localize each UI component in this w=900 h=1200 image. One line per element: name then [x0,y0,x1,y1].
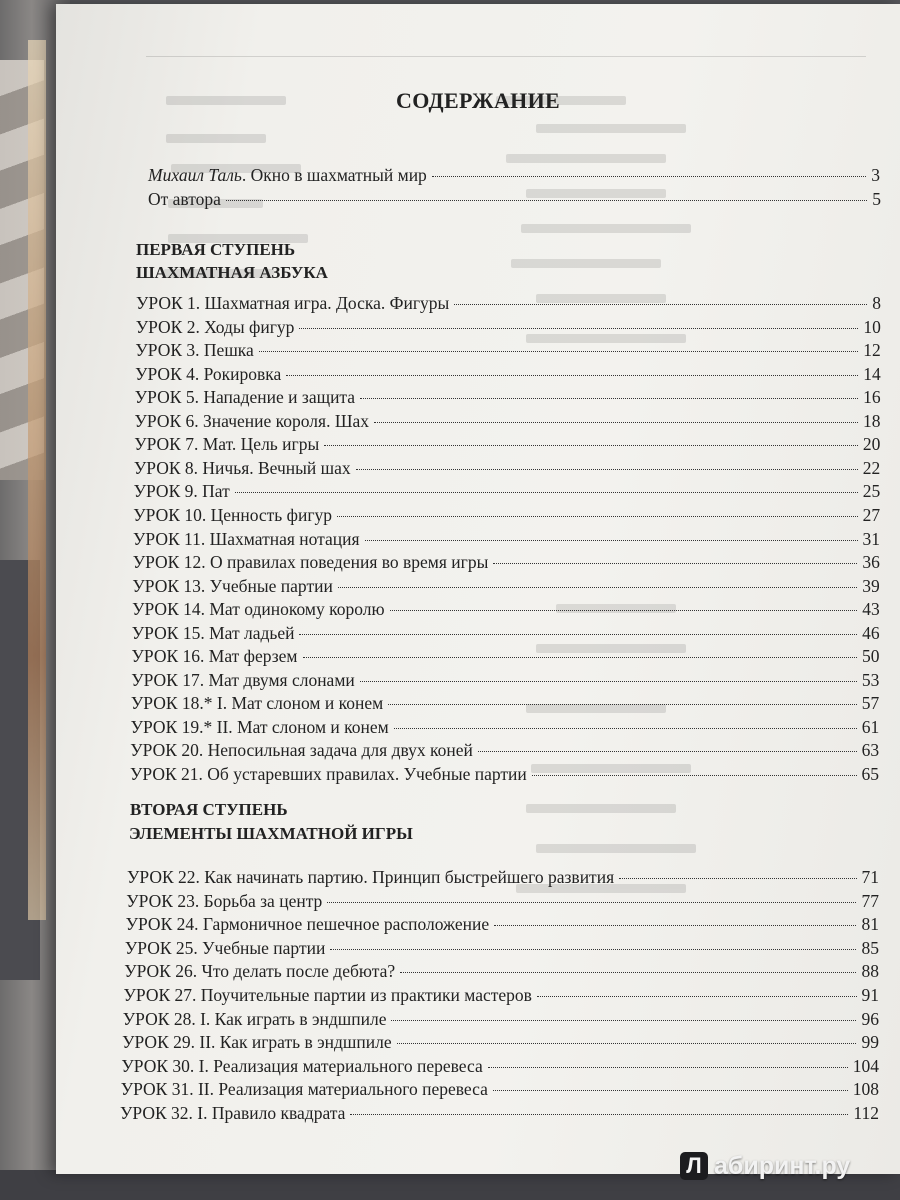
toc-entry-text: УРОК 27. Поучительные партии из практики мастеров [123,985,532,1005]
toc-entry-text: УРОК 5. Нападение и защита [134,387,356,408]
toc-entry [124,984,880,1006]
toc-page-number: 91 [861,985,879,1005]
toc-entry-text: УРОК 21. Об устаревших правилах. Учебные партии [130,764,527,784]
dot-leader [390,610,858,611]
section-subheading: ЭЛЕМЕНТЫ ШАХМАТНОЙ ИГРЫ [129,824,413,843]
dot-leader [330,949,856,950]
dot-leader [488,1067,848,1068]
toc-entry [124,960,879,982]
dot-leader [388,704,857,705]
dot-leader [360,681,857,682]
toc-entry [121,1055,879,1077]
toc-entry [136,316,881,338]
toc-entry [135,339,880,361]
toc-entry-text: УРОК 19.* II. Мат слоном и конем [130,716,389,737]
toc-entry [126,890,879,912]
toc-entry [131,692,879,714]
dot-leader [532,775,857,776]
toc-entry [133,504,880,526]
toc-entry-intro-2 [148,188,881,210]
toc-entry-text: УРОК 23. Борьба за центр [126,890,323,911]
dot-leader [235,492,858,493]
dot-leader [432,176,866,177]
toc-entry [130,739,879,761]
toc-page-number: 53 [861,669,880,690]
dot-leader [327,902,856,903]
toc-page-number: 10 [863,316,881,337]
toc-page-number: 43 [862,599,880,620]
toc-entry-text: УРОК 31. II. Реализация материального перевеса [120,1079,488,1100]
toc-entry [134,433,880,455]
toc-entry-intro-1 [148,164,880,186]
dot-leader [493,563,857,564]
dot-leader [299,634,857,635]
toc-entry-text: УРОК 1. Шахматная игра. Доска. Фигуры [136,293,450,313]
toc-page-number: 61 [861,716,880,737]
toc-entry [132,622,880,644]
labirint-logo-icon: Л [680,1152,708,1180]
toc-page-number: 12 [863,340,881,361]
dot-leader [537,996,857,997]
toc-entry-text: УРОК 8. Ничья. Вечный шах [133,457,351,478]
toc-entry-text: УРОК 16. Мат ферзем [131,646,298,667]
toc-page-number: 8 [872,293,881,313]
dot-leader [365,540,858,541]
labirint-watermark [680,1150,882,1182]
toc-entry-text: УРОК 11. Шахматная нотация [133,528,360,549]
toc-entry [130,763,879,785]
dot-leader [400,972,856,973]
toc-entry-text: УРОК 9. Пат [133,481,230,502]
dot-leader [299,328,858,329]
toc-entry [135,386,881,408]
toc-entry-text: УРОК 29. II. Как играть в эндшпиле [122,1032,392,1053]
dot-leader [338,587,857,588]
toc-page-number: 16 [863,387,881,408]
toc-entry [120,1102,879,1124]
dot-leader [454,304,867,305]
dot-leader [259,351,858,352]
toc-page-number: 5 [872,189,881,209]
toc-entry-text: . Окно в шахматный мир [241,165,427,185]
dot-leader [494,925,856,926]
dot-leader [286,375,858,376]
dot-leader [356,469,858,470]
toc-page-number: 65 [861,764,879,784]
dot-leader [337,516,858,517]
section-heading: ПЕРВАЯ СТУПЕНЬ [136,240,296,259]
toc-page-number: 85 [861,937,879,958]
toc-entry-text: УРОК 28. I. Как играть в эндшпиле [122,1008,387,1029]
dot-leader [619,878,856,879]
toc-page-number: 39 [862,575,880,596]
toc-page-number: 27 [862,504,881,525]
toc-entry [135,410,881,432]
dot-leader [397,1043,857,1044]
toc-entry [133,528,880,550]
toc-page-number: 50 [862,646,880,667]
toc-page-number: 108 [852,1079,879,1100]
toc-author: Михаил Таль [148,165,242,185]
toc-entry [132,575,879,597]
toc-page-number: 99 [861,1032,879,1053]
toc-page-number: 14 [863,363,881,384]
toc-entry [126,913,879,935]
toc-entry-text: УРОК 14. Мат одинокому королю [132,599,385,620]
dot-leader [226,200,867,201]
toc-entry-text: УРОК 18.* I. Мат слоном и конем [130,693,384,714]
toc-entry-text: УРОК 13. Учебные партии [132,575,333,596]
toc-entry [135,363,881,385]
dot-leader [360,398,858,399]
toc-entry [122,1031,879,1053]
toc-entry-text: УРОК 7. Мат. Цель игры [134,434,320,455]
toc-entry-text: УРОК 26. Что делать после дебюта? [124,961,396,982]
toc-entry [134,480,881,502]
toc-entry [134,457,880,479]
toc-entry-text: УРОК 30. I. Реализация материального перевеса [121,1055,483,1076]
toc-page-number: 25 [862,481,881,502]
toc-entry-text: УРОК 25. Учебные партии [124,937,326,958]
toc-entry [127,866,879,888]
toc-entry [121,1078,879,1100]
toc-entry-text: УРОК 17. Мат двумя слонами [131,669,355,690]
page-title: СОДЕРЖАНИЕ [396,88,560,113]
dot-leader [478,751,857,752]
toc-page-number: 81 [861,914,879,935]
toc-entry [133,551,880,573]
toc-entry [131,716,880,738]
toc-page-number: 96 [861,1008,879,1029]
book-page [56,4,900,1174]
toc-entry-text: УРОК 12. О правилах поведения во время игры [132,552,489,573]
toc-entry-text: УРОК 22. Как начинать партию. Принцип быстрейшего развития [127,867,615,887]
toc-page-number: 88 [861,961,879,982]
toc-page-number: 3 [871,165,880,185]
toc-entry [131,669,879,691]
dot-leader [391,1020,856,1021]
dot-leader [394,728,857,729]
toc-entry-text: УРОК 4. Рокировка [135,363,282,384]
toc-entry-text: УРОК 32. I. Правило квадрата [120,1103,346,1123]
dot-leader [303,657,858,658]
toc-entry-text: УРОК 10. Ценность фигур [133,504,333,525]
toc-page-number: 112 [853,1103,879,1123]
dot-leader [493,1090,848,1091]
toc-entry-text: УРОК 6. Значение короля. Шах [134,410,369,431]
toc-entry-text: УРОК 2. Ходы фигур [135,316,295,337]
toc-page-number: 63 [861,740,880,761]
toc-entry-text: УРОК 20. Непосильная задача для двух коней [130,740,473,761]
toc-entry [132,598,880,620]
toc-entry [132,645,880,667]
toc-entry [125,937,879,959]
dot-leader [350,1114,848,1115]
dot-leader [374,422,858,423]
toc-page-number: 104 [852,1055,879,1076]
section-heading: ВТОРАЯ СТУПЕНЬ [130,800,288,819]
labirint-logo-text: абиринт.ру [714,1151,851,1180]
dot-leader [324,445,858,446]
toc-page-number: 46 [862,622,880,643]
toc-entry [123,1008,879,1030]
toc-page-number: 22 [862,457,881,478]
toc-page-number: 57 [861,693,880,714]
toc-entry-text: УРОК 24. Гармоничное пешечное расположение [125,914,490,935]
toc-entry-text: УРОК 15. Мат ладьей [131,622,295,643]
toc-entry [136,292,881,314]
toc-page-number: 77 [861,890,879,911]
toc-page-number: 71 [861,867,879,887]
toc-entry-text: От автора [148,189,221,209]
toc-page-number: 36 [862,552,880,573]
section-subheading: ШАХМАТНАЯ АЗБУКА [136,263,328,282]
toc-page-number: 20 [862,434,881,455]
toc-page-number: 31 [862,528,880,549]
toc-entry-text: УРОК 3. Пешка [135,340,254,361]
toc-page-number: 18 [863,410,881,431]
